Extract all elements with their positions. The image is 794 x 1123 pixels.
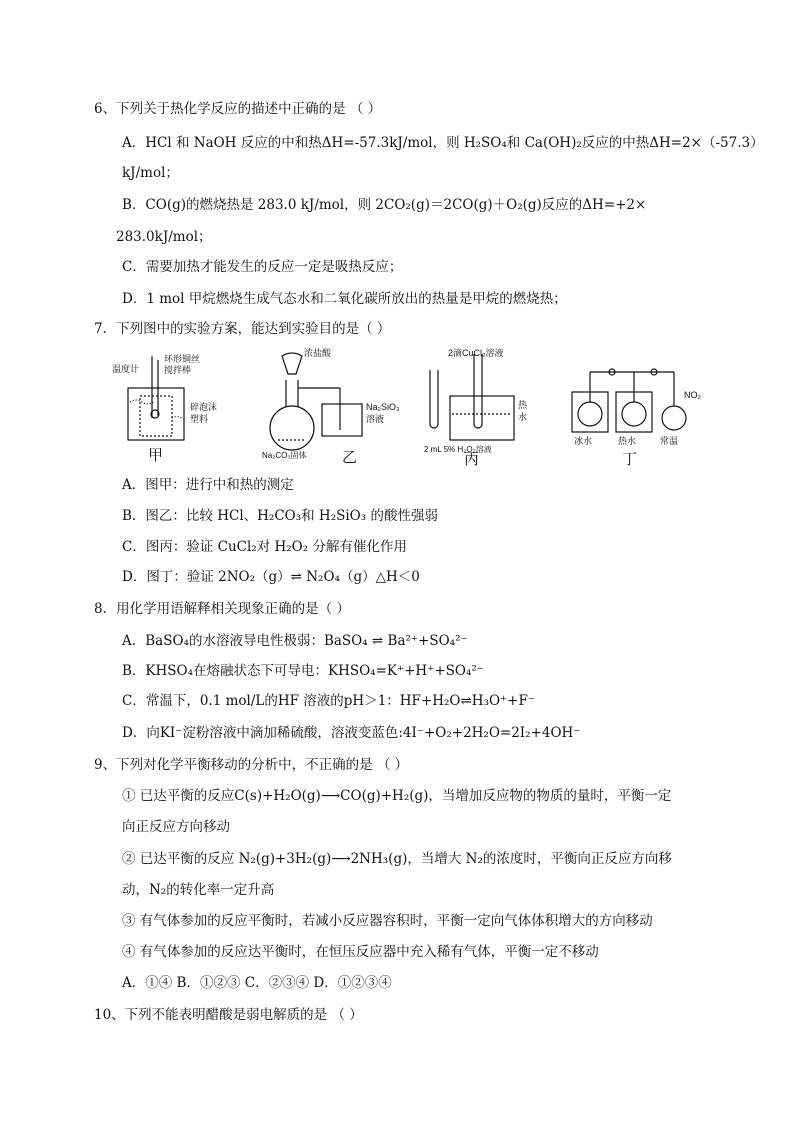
label-hot-water: 热水 (618, 436, 637, 446)
q7-apparatus-figure (112, 348, 712, 466)
q7-option-c: C．图丙：验证 CuCl₂对 H₂O₂ 分解有催化作用 (122, 539, 407, 555)
label-ice-water: 冰水 (574, 436, 593, 446)
q9-statement-2-line2: 动，N₂的转化率一定升高 (122, 882, 275, 898)
apparatus-yi (270, 353, 362, 450)
q9-statement-3: ③ 有气体参加的反应平衡时，若减小反应器容积时，平衡一定向气体体积增大的方向移动 (122, 913, 653, 929)
q9-statement-1-line1: ① 已达平衡的反应C(s)+H₂O(g)⟶CO(g)+H₂(g)，当增加反应物的物质的量时，平衡一定 (122, 788, 672, 804)
label-yi: 乙 (342, 449, 358, 466)
q6-option-a-line2: kJ/mol； (122, 165, 179, 181)
label-foam-1: 碎泡沫 (190, 402, 218, 412)
q8-option-a: A．BaSO₄的水溶液导电性极弱：BaSO₄ ⇌ Ba²⁺+SO₄²⁻ (122, 633, 468, 649)
q7-stem: 7．下列图中的实验方案，能达到实验目的是（ ） (94, 321, 391, 337)
apparatus-ding (572, 369, 686, 432)
q10-stem: 10、下列不能表明醋酸是弱电解质的是 （ ） (94, 1007, 363, 1023)
label-cucl2: 2滴CuCl₂溶液 (448, 348, 504, 358)
q6-option-c: C．需要加热才能发生的反应一定是吸热反应； (122, 259, 403, 275)
label-na2sio3-1: Na₂SiO₃ (366, 402, 400, 412)
label-thermometer: 温度计 (112, 364, 140, 374)
q6-stem: 6、下列关于热化学反应的描述中正确的是 （ ） (94, 101, 382, 117)
label-stirrer-2: 搅拌棒 (164, 365, 192, 375)
q8-stem: 8．用化学用语解释相关现象正确的是（ ） (94, 601, 350, 617)
apparatus-bing (430, 354, 514, 440)
q7-option-d: D．图丁：验证 2NO₂（g）⇌ N₂O₄（g）△H＜0 (122, 569, 420, 585)
q9-stem: 9、下列对化学平衡移动的分析中，不正确的是 （ ） (94, 757, 409, 773)
q8-option-d: D．向KI⁻淀粉溶液中滴加稀硫酸，溶液变蓝色:4I⁻+O₂+2H₂O=2I₂+4OH⁻ (122, 725, 581, 741)
label-h2o2: 2 mL 5% H₂O₂溶液 (424, 445, 492, 454)
label-no2: NO₂ (684, 390, 701, 400)
q9-statement-4: ④ 有气体参加的反应达平衡时，在恒压反应器中充入稀有气体，平衡一定不移动 (122, 944, 599, 960)
q8-option-b: B．KHSO₄在熔融状态下可导电：KHSO₄=K⁺+H⁺+SO₄²⁻ (122, 663, 484, 679)
label-stirrer-1: 环形铜丝 (164, 354, 201, 364)
label-jia: 甲 (148, 447, 164, 464)
label-ding: 丁 (622, 451, 638, 466)
label-na2co3: Na₂CO₃固体 (262, 451, 307, 460)
label-na2sio3-2: 溶液 (366, 414, 385, 424)
label-hcl: 浓盐酸 (304, 348, 332, 358)
q9-statement-2-line1: ② 已达平衡的反应 N₂(g)+3H₂(g)⟶2NH₃(g)，当增大 N₂的浓度时，平衡向正反应方向移 (122, 851, 672, 867)
q7-option-a: A．图甲：进行中和热的测定 (122, 477, 294, 493)
apparatus-drawing (112, 348, 712, 466)
label-room-temp: 常温 (660, 436, 679, 446)
label-hot-1: 热 (518, 400, 528, 410)
label-hot-2: 水 (518, 412, 528, 422)
q6-option-b-line2: 283.0kJ/mol； (116, 229, 212, 245)
q7-option-b: B．图乙：比较 HCl、H₂CO₃和 H₂SiO₃ 的酸性强弱 (122, 508, 438, 524)
q6-option-d: D．1 mol 甲烷燃烧生成气态水和二氧化碳所放出的热量是甲烷的燃烧热； (122, 291, 567, 307)
q8-option-c: C．常温下，0.1 mol/L的HF 溶液的pH＞1：HF+H₂O⇌H₃O⁺+F⁻ (122, 693, 535, 709)
q6-option-b-line1: B．CO(g)的燃烧热是 283.0 kJ/mol，则 2CO₂(g)＝2CO(g)＋O₂(g)反应的ΔH=+2× (122, 197, 647, 213)
label-bing: 丙 (464, 451, 480, 466)
q9-options: A．①④ B．①②③ C．②③④ D．①②③④ (122, 975, 392, 991)
q9-statement-1-line2: 向正反应方向移动 (122, 819, 230, 835)
label-foam-2: 塑料 (190, 414, 209, 424)
q6-option-a-line1: A．HCl 和 NaOH 反应的中和热ΔH=-57.3kJ/mol，则 H₂SO₄和 Ca(OH)₂反应的中热ΔH=2×（-57.3） (122, 135, 764, 151)
